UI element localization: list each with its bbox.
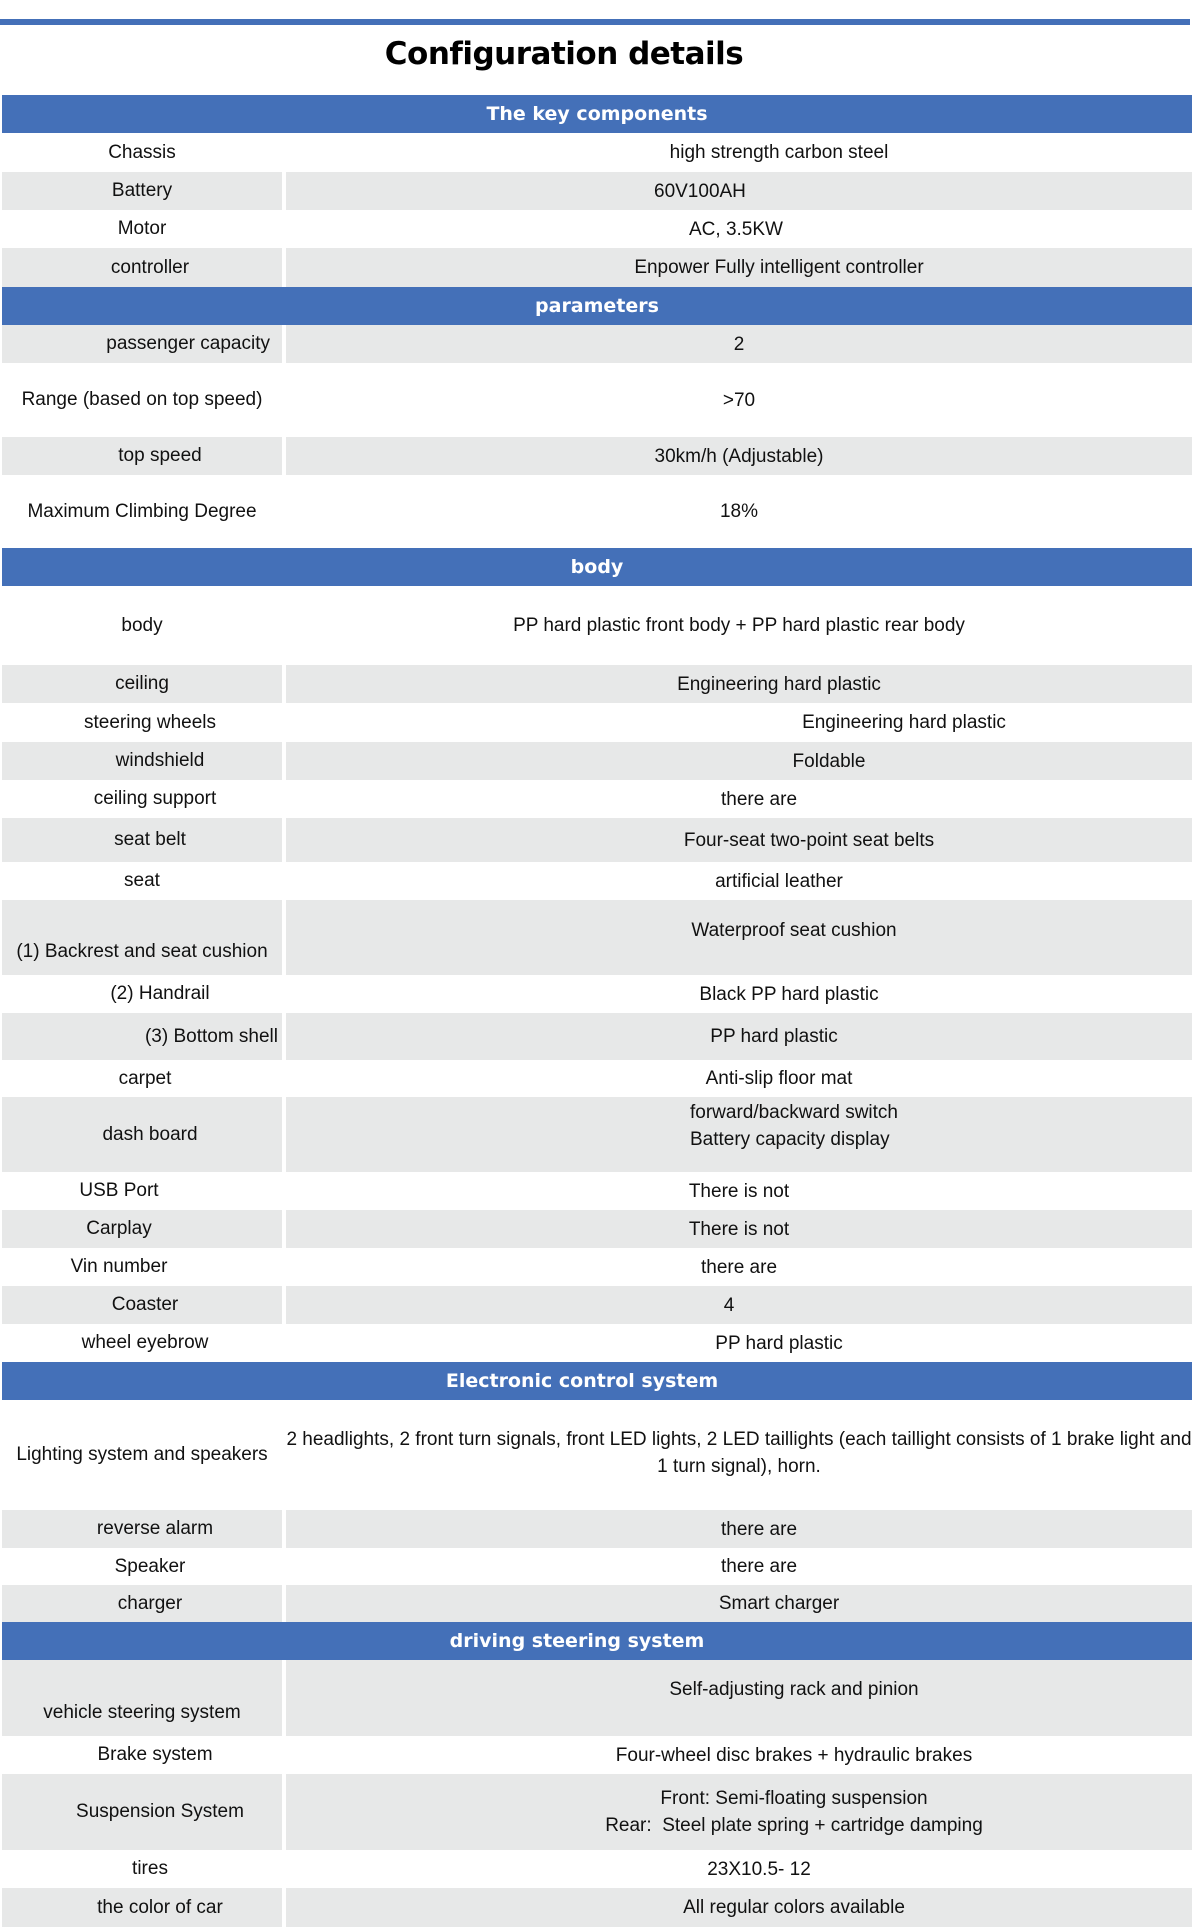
table-row [2,325,1192,363]
table-row [2,975,1192,1013]
row-label: ceiling [2,665,282,703]
table-row [2,1585,1192,1622]
row-value: 18% [719,501,759,522]
row-label: reverse alarm [2,1510,282,1548]
table-row [2,1060,1192,1097]
row-value: >70 [722,389,756,411]
table-row [2,586,1192,665]
row-value: Smart charger [286,1585,1192,1622]
table-row [2,900,1192,975]
row-value: 23X10.5- 12 [707,1858,811,1880]
table-row [2,1210,1192,1248]
row-label: ceiling support [93,788,217,809]
row-label: Range (based on top speed) [21,389,263,410]
row-value: Engineering hard plastic [802,712,1006,733]
row-value: All regular colors available [286,1888,1192,1927]
table-row [2,437,1192,475]
table-row [2,703,1192,742]
row-label: Speaker [114,1555,186,1577]
row-value: there are [720,788,798,810]
row-label: steering wheels [83,711,217,733]
table-row [2,1324,1192,1362]
section-header-electronic-control-system: Electronic control system [2,1362,1192,1400]
row-value: Anti-slip floor mat [705,1068,853,1089]
table-row [2,1736,1192,1774]
row-value: Waterproof seat cushion [286,900,1192,975]
row-value: Four-seat two-point seat belts [286,818,1192,862]
row-value: There is not [688,1180,790,1202]
row-value [286,1774,1192,1850]
row-label: top speed [2,437,282,475]
page-title: Configuration details [384,36,744,72]
row-label: Carplay [2,1210,282,1248]
top-divider-line [0,19,1190,25]
row-label: Suspension System [2,1774,282,1850]
row-value: There is not [286,1210,1192,1248]
row-value: Self-adjusting rack and pinion [286,1660,1192,1736]
row-value: 30km/h (Adjustable) [286,437,1192,475]
row-value: there are [286,1510,1192,1548]
row-label: controller [2,248,282,287]
row-label: body [121,614,163,636]
section-header-driving-steering-system: driving steering system [2,1622,1192,1660]
row-label: charger [2,1585,282,1622]
row-value-line: Battery capacity display [689,1129,890,1150]
row-label: Battery [2,172,282,210]
row-value: Foldable [286,742,1192,780]
table-row [2,172,1192,210]
table-row [2,1248,1192,1286]
table-row [2,210,1192,248]
table-row [2,1097,1192,1172]
row-label: passenger capacity [2,325,282,363]
row-value: 2 headlights, 2 front turn signals, front LED lights, 2 LED taillights (each taillight consists of 1 brake light and 1 turn signal), horn. [286,1429,1192,1477]
table-row [2,133,1192,172]
row-value: AC, 3.5KW [689,218,783,240]
row-label: vehicle steering system [2,1660,282,1736]
row-label: (2) Handrail [110,983,210,1004]
row-label: Vin number [70,1256,168,1277]
row-value-line: forward/backward switch [689,1102,899,1123]
row-value: high strength carbon steel [669,142,889,163]
table-row [2,475,1192,548]
row-value: PP hard plastic [715,1332,843,1354]
table-row [2,1172,1192,1210]
table-row [2,1400,1192,1510]
row-value: PP hard plastic [286,1013,1192,1060]
row-label: seat belt [2,818,282,862]
section-header-body: body [2,548,1192,586]
row-label: Chassis [108,141,176,163]
table-row [2,363,1192,437]
table-row [2,248,1192,287]
row-value: 2 [286,325,1192,363]
table-row [2,1548,1192,1585]
row-value: Black PP hard plastic [699,983,879,1005]
row-label: Coaster [2,1286,282,1324]
table-row [2,742,1192,780]
row-value-line: Front: Semi-floating suspension [660,1788,928,1809]
row-value: there are [720,1556,798,1577]
row-label: USB Port [79,1180,159,1201]
configuration-table [2,95,1192,1927]
table-row [2,780,1192,818]
row-value: 60V100AH [286,172,1192,210]
table-row [2,1510,1192,1548]
row-label: wheel eyebrow [81,1332,209,1353]
row-label: the color of car [2,1888,282,1927]
table-row [2,1013,1192,1060]
table-row [2,1660,1192,1736]
row-label: Brake system [97,1744,213,1765]
row-value [286,1097,1192,1172]
row-label: windshield [2,742,282,780]
row-label: carpet [118,1067,172,1089]
row-label: seat [124,870,160,891]
row-value-line: Rear: Steel plate spring + cartridge damping [605,1815,983,1836]
table-row [2,1286,1192,1324]
table-row [2,818,1192,862]
row-value: Four-wheel disc brakes + hydraulic brakes [615,1744,973,1766]
row-value: there are [700,1256,778,1278]
row-value: Engineering hard plastic [286,665,1192,703]
table-row [2,1888,1192,1927]
row-label: Lighting system and speakers [16,1444,268,1465]
table-row [2,862,1192,900]
section-header-key-components: The key components [2,95,1192,133]
row-value: PP hard plastic front body + PP hard plastic rear body [513,615,965,636]
table-row [2,665,1192,703]
row-label: Motor [117,218,167,239]
section-header-parameters: parameters [2,287,1192,325]
row-label: (1) Backrest and seat cushion [2,900,282,975]
row-label: dash board [2,1097,282,1172]
row-label: Maximum Climbing Degree [27,500,257,522]
row-label: tires [132,1858,168,1879]
row-value: Enpower Fully intelligent controller [286,248,1192,287]
row-value: 4 [286,1286,1192,1324]
table-row [2,1850,1192,1888]
row-value: artificial leather [715,870,843,892]
table-row [2,1774,1192,1850]
row-label: (3) Bottom shell [2,1013,282,1060]
